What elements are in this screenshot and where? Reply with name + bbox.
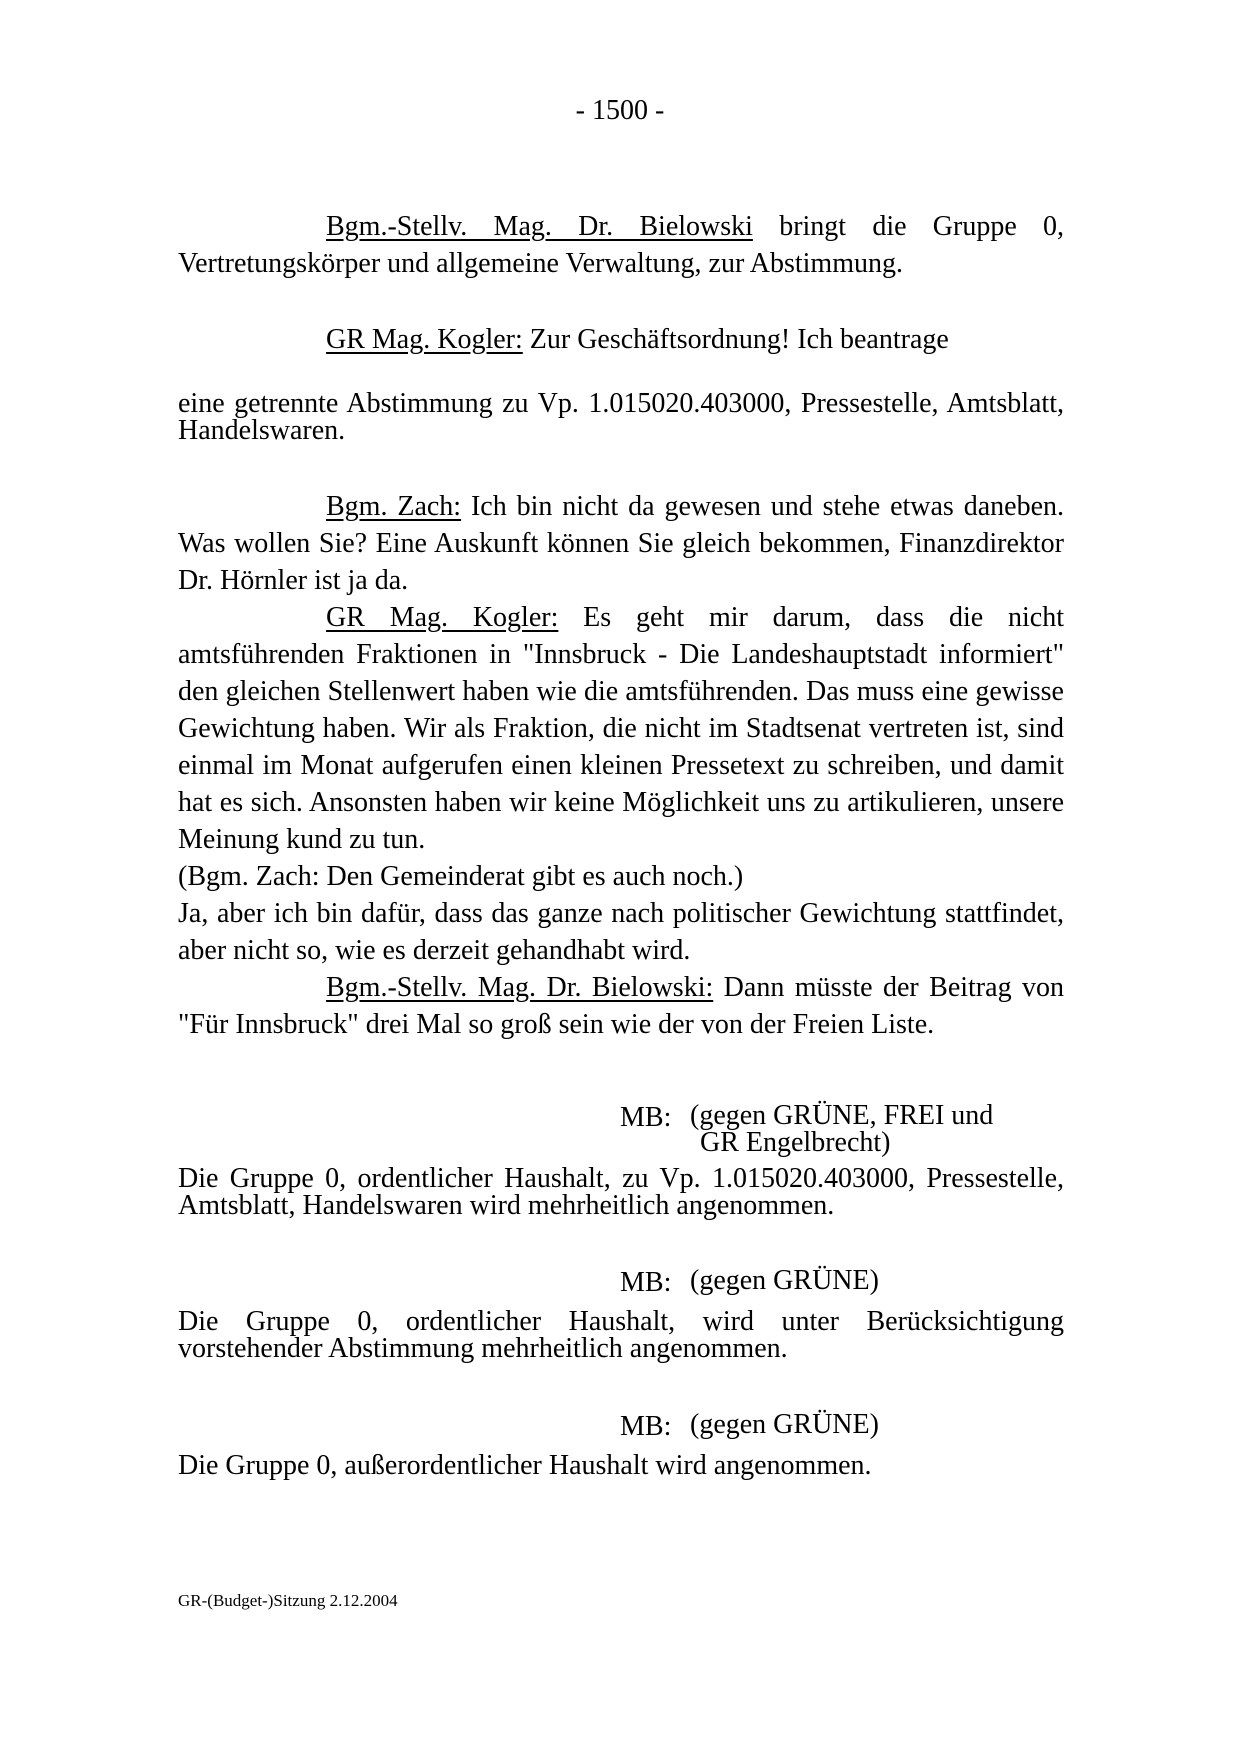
vote-label: MB: — [620, 1267, 672, 1298]
speaker-name: GR Mag. Kogler: — [326, 324, 523, 355]
paragraph-kogler-statement — [178, 599, 1064, 858]
vote-result: Die Gruppe 0, außerordentlicher Haushalt wird angenommen. — [178, 1450, 872, 1481]
discussion-block — [178, 599, 1064, 1043]
paragraph-text: Dann müsste der Beitrag von "Für Innsbruck" drei Mal so groß sein wie der von der Freien Liste. — [178, 972, 1064, 1040]
paragraph-text: Zur Geschäftsordnung! Ich beantrage — [522, 324, 949, 355]
vote-result: Die Gruppe 0, ordentlicher Haushalt, zu Vp. 1.015020.403000, Pressestelle, Amtsblatt, Handelswaren wird mehrheitlich angenommen. — [178, 1163, 1064, 1221]
speaker-name: Bgm.-Stellv. Mag. Dr. Bielowski: — [326, 972, 714, 1003]
paragraph-text: bringt die Gruppe 0, Vertretungskörper und allgemeine Verwaltung, zur Abstimmung. — [178, 211, 1064, 279]
paragraph-separate-vote: eine getrennte Abstimmung zu Vp. 1.015020.403000, Pressestelle, Amtsblatt, Handelswaren. — [178, 388, 1064, 446]
paragraph-zach-reply — [178, 488, 1064, 599]
vote-note — [620, 1411, 1060, 1443]
paragraph-kogler-continuation: Ja, aber ich bin dafür, dass das ganze nach politischer Gewichtung stattfindet, aber nicht so, wie es derzeit gehandhabt wird. — [178, 898, 1064, 966]
paragraph-bielowski-reply — [178, 969, 1064, 1043]
vote-result: Die Gruppe 0, ordentlicher Haushalt, wird unter Berücksichtigung vorstehender Abstimmung mehrheitlich angenommen. — [178, 1306, 1064, 1364]
paragraph-text: Es geht mir darum, dass die nicht amtsführenden Fraktionen in "Innsbruck - Die Landeshauptstadt informiert" den gleichen Stellenwert haben wie die amtsführenden. Das muss eine gewisse Gewichtung haben. Wir als Fraktion, die nicht im Stadtsenat vertreten ist, sind einmal im Monat aufgerufen einen kleinen Pressetext zu schreiben, und damit hat es sich. Ansonsten haben wir keine Möglichkeit uns zu artikulieren, unsere Meinung kund zu tun. — [178, 602, 1064, 855]
speaker-name: GR Mag. Kogler: — [326, 602, 559, 633]
footer: GR-(Budget-)Sitzung 2.12.2004 — [178, 1591, 398, 1610]
speaker-name: Bgm. Zach: — [326, 491, 462, 522]
interjection: (Bgm. Zach: Den Gemeinderat gibt es auch noch.) — [178, 861, 744, 892]
speaker-name: Bgm.-Stellv. Mag. Dr. Bielowski — [326, 211, 753, 242]
paragraph-text: Ich bin nicht da gewesen und stehe etwas daneben. Was wollen Sie? Eine Auskunft können Sie gleich bekommen, Finanzdirektor Dr. Hörnler ist ja da. — [178, 491, 1064, 596]
vote-note — [620, 1102, 1060, 1162]
vote-against: (gegen GRÜNE, FREI und GR Engelbrecht) — [690, 1100, 994, 1158]
paragraph-kogler-motion — [178, 321, 1064, 358]
vote-note — [620, 1267, 1060, 1299]
paragraph-bielowski-vote-call — [178, 208, 1064, 282]
vote-label: MB: — [620, 1411, 672, 1442]
vote-label: MB: — [620, 1102, 672, 1133]
vote-against: (gegen GRÜNE) — [690, 1409, 879, 1440]
page-number: - 1500 - — [575, 95, 665, 126]
vote-against: (gegen GRÜNE) — [690, 1265, 879, 1296]
